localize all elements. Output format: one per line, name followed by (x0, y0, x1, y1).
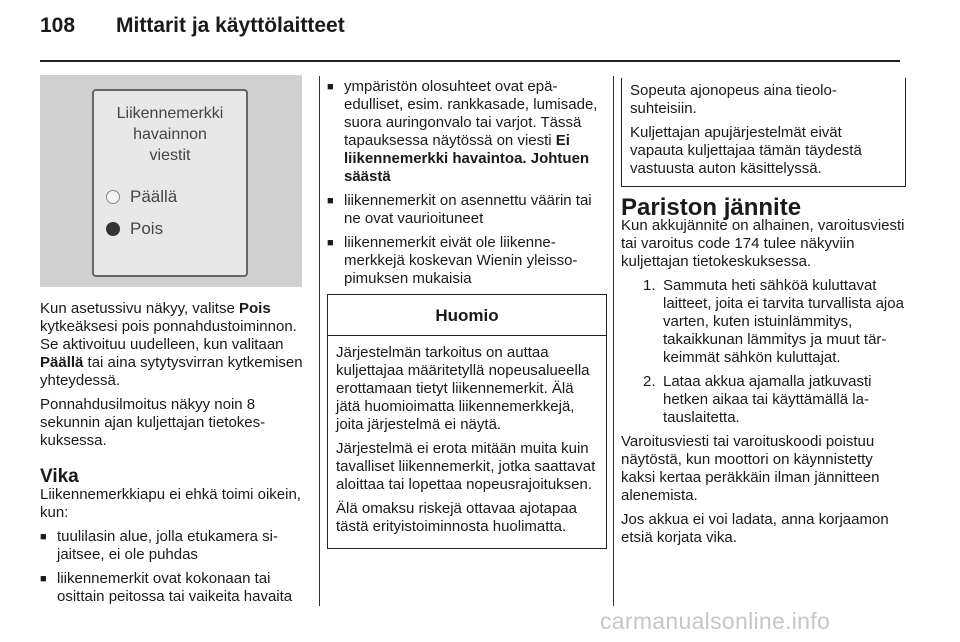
paragraph: Liikennemerkkiapu ei ehkä toimi oikein, kun: (40, 486, 301, 521)
paragraph: Jos akkua ei voi ladata, anna korjaamon etsiä korjata vika. (621, 511, 889, 546)
paragraph: Ponnahdusilmoitus näkyy noin 8 sekunnin ajan kuljettajan tietokeskuksessa. (40, 396, 266, 449)
paragraph: Järjestelmä ei erota mitään muita kuin tavalliset liikennemerkit, jotka saattavat aloittaa tai lopettaa nopeusrajoituksen. (336, 440, 596, 493)
display-illustration (40, 75, 302, 287)
column-3 (621, 78, 906, 547)
numbered-list (621, 277, 906, 427)
warning-box-body (328, 336, 606, 548)
list-item: ■ liikennemerkit ovat kokonaan tai osittain peitossa tai vaikeita havaita (40, 570, 305, 606)
display-screen (92, 89, 248, 277)
option-on: Päällä (106, 187, 177, 207)
list-item: ■ ympäristön olosuhteet ovat epäedulliset, esim. rankkasade, lumisade, suora auringonvalo tai varjot. Tässä tapauksessa näytössä on viesti Ei liikennemerkki havaintoa. Johtuen säästä (327, 78, 607, 186)
section-heading: Vika (40, 466, 79, 487)
paragraph: Varoitusviesti tai varoituskoodi poistuu näytöstä, kun moottori on käynnistetty kaksi kertaa peräkkäin ilman jännitteen alenemista. (621, 433, 880, 504)
radio-selected-icon (106, 222, 120, 236)
page-number: 108 (40, 14, 76, 37)
warning-box (327, 294, 607, 549)
warning-box-title: Huomio (328, 295, 606, 336)
list-item: ■ liikennemerkit on asennettu väärin tai ne ovat vaurioituneet (327, 192, 607, 228)
screen-title: Liikennemerkki havainnon viestit (116, 105, 224, 164)
paragraph: Älä omaksu riskejä ottavaa ajotapaa tästä erityistoiminnosta huolimatta. (336, 500, 577, 535)
watermark: carmanualsonline.info (600, 608, 831, 634)
column-divider-right (613, 76, 614, 606)
column-2 (327, 78, 607, 549)
section-heading: Pariston jännite (621, 194, 802, 221)
radio-unselected-icon (106, 190, 120, 204)
list-item: 2. Lataa akkua ajamalla jatkuvasti hetken aikaa tai käyttämällä latauslaitetta. (643, 373, 872, 426)
paragraph: Kuljettajan apujärjestelmät eivät vapauta kuljettajaa tämän täydestä vastuusta auton käsittelyssä. (630, 124, 862, 177)
chapter-title: Mittarit ja käyttölaitteet (116, 14, 345, 37)
list-item: ■ tuulilasin alue, jolla etukamera sijaitsee, ei ole puhdas (40, 528, 305, 564)
column-1 (40, 300, 305, 606)
paragraph: Järjestelmän tarkoitus on auttaa kuljettajaa määritetyllä nopeusalueella erottamaan tietyt liikennemerkit. Älä jätä huomioimatta liikennemerkkejä, joita järjestelmä ei näytä. (336, 344, 590, 433)
paragraph: Sopeuta ajonopeus aina tieolosuhteisiin. (630, 82, 837, 117)
header-rule (40, 60, 900, 62)
paragraph: Kun asetussivu näkyy, valitse Pois kytkeäksesi pois ponnahdustoiminnon. Se aktivoituu uudelleen, kun valitaan Päällä tai aina sytytysvirran kytkemisen yhteydessä. (40, 300, 303, 389)
paragraph: Kun akkujännite on alhainen, varoitusviesti tai varoitus code 174 tulee näkyviin kuljettajan tietokeskuksessa. (621, 217, 905, 270)
warning-box-continued (621, 78, 906, 187)
option-off: Pois (106, 219, 163, 239)
column-divider-left (319, 76, 320, 606)
list-item: 1. Sammuta heti sähköä kuluttavat laitteet, joita ei tarvita turvallista ajoa varten, kuten istuinlämmitys, takaikkunan lämmitys ja muut tärkeimmät sähkön kuluttajat. (643, 277, 904, 366)
list-item: ■ liikennemerkit eivät ole liikennemerkkejä koskevan Wienin yleissopimuksen mukaisia (327, 234, 607, 288)
